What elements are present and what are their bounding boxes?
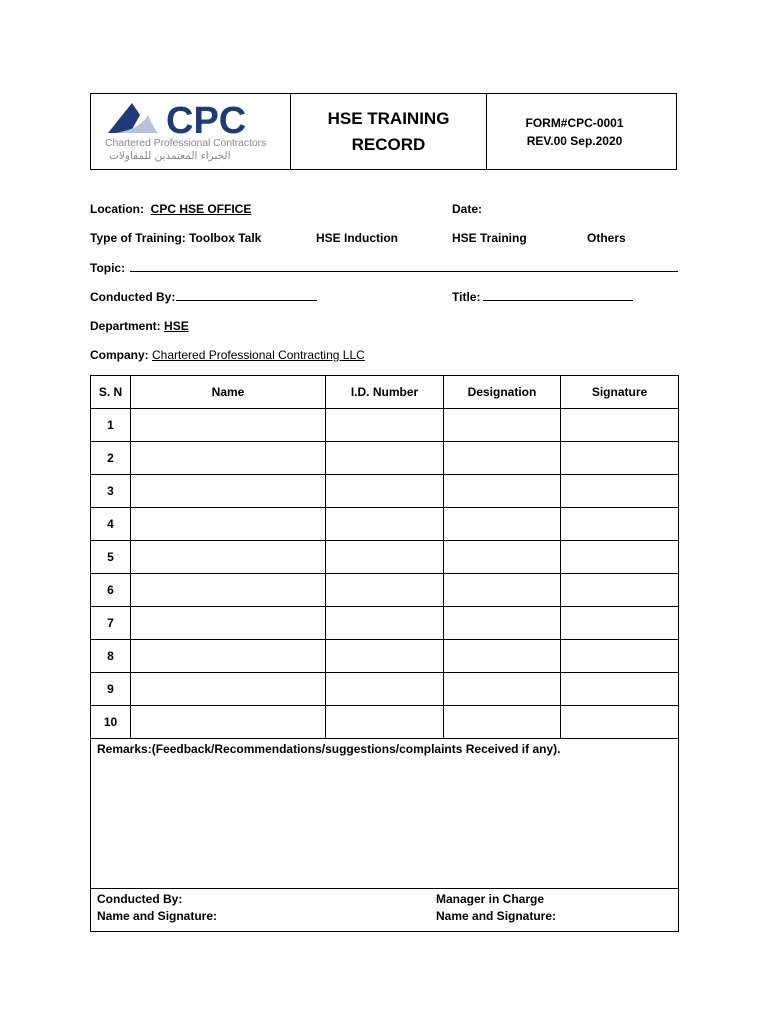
signoff-conducted-by-label: Conducted By:: [97, 892, 183, 906]
row-number: 7: [91, 607, 131, 640]
row-number: 3: [91, 475, 131, 508]
topic-input-line[interactable]: [130, 271, 678, 272]
signoff-conducted-name-signature: Name and Signature:: [97, 909, 218, 923]
table-row: [91, 673, 679, 706]
name-cell[interactable]: [131, 640, 326, 673]
id-cell[interactable]: [326, 607, 444, 640]
form-title-line-2: RECORD: [351, 134, 426, 154]
signoff-manager-name-signature: Name and Signature:: [436, 909, 557, 923]
id-cell[interactable]: [326, 706, 444, 739]
form-number: FORM#CPC-0001: [525, 115, 624, 130]
header-signature: Signature: [561, 376, 679, 409]
id-cell[interactable]: [326, 508, 444, 541]
id-cell[interactable]: [326, 442, 444, 475]
name-cell[interactable]: [131, 673, 326, 706]
designation-cell[interactable]: [444, 508, 561, 541]
header-sn: S. N: [91, 376, 131, 409]
name-cell[interactable]: [131, 607, 326, 640]
header-designation: Designation: [444, 376, 561, 409]
conducted-by-signoff: [97, 891, 436, 925]
logo-subtitle-arabic: الخبراء المعتمدين للمقاولات: [109, 150, 231, 162]
logo-wordmark: CPC: [166, 100, 247, 137]
id-cell[interactable]: [326, 640, 444, 673]
remarks-label: Remarks:(Feedback/Recommendations/suggestions/complaints Received if any).: [97, 742, 561, 756]
remarks-cell[interactable]: [91, 739, 679, 889]
designation-cell[interactable]: [444, 541, 561, 574]
form-revision: REV.00 Sep.2020: [526, 133, 623, 148]
table-row: [91, 508, 679, 541]
signature-cell[interactable]: [561, 409, 679, 442]
id-cell[interactable]: [326, 673, 444, 706]
designation-cell[interactable]: [444, 442, 561, 475]
training-option-hse-training[interactable]: HSE Training: [452, 231, 527, 245]
form-title: [291, 94, 487, 169]
company-logo: [91, 94, 291, 169]
name-cell[interactable]: [131, 574, 326, 607]
row-number: 5: [91, 541, 131, 574]
designation-cell[interactable]: [444, 607, 561, 640]
row-number: 2: [91, 442, 131, 475]
training-option-induction[interactable]: HSE Induction: [316, 231, 398, 245]
form-title-line-1: HSE TRAINING: [327, 108, 450, 128]
name-cell[interactable]: [131, 706, 326, 739]
company-label: Company:: [90, 348, 149, 362]
company-value[interactable]: Chartered Professional Contracting LLC: [152, 348, 365, 362]
conducted-by-label: Conducted By:: [90, 290, 176, 304]
location-value[interactable]: CPC HSE OFFICE: [150, 202, 252, 216]
training-option-others[interactable]: Others: [587, 231, 626, 245]
table-row: [91, 640, 679, 673]
row-number: 4: [91, 508, 131, 541]
id-cell[interactable]: [326, 541, 444, 574]
signoff-cell[interactable]: [91, 889, 679, 932]
id-cell[interactable]: [326, 574, 444, 607]
company-field: [90, 348, 365, 362]
row-number: 8: [91, 640, 131, 673]
training-type-label: Type of Training: Toolbox Talk: [90, 231, 262, 245]
remarks-row: [91, 739, 679, 889]
signature-cell[interactable]: [561, 442, 679, 475]
name-cell[interactable]: [131, 508, 326, 541]
location-label: Location:: [90, 202, 144, 216]
signoff-row: [91, 889, 679, 932]
location-field: [90, 202, 251, 216]
name-cell[interactable]: [131, 409, 326, 442]
logo-subtitle-english: Chartered Professional Contractors: [105, 137, 267, 149]
table-row: [91, 607, 679, 640]
table-row: [91, 706, 679, 739]
date-label: Date:: [452, 202, 483, 216]
row-number: 6: [91, 574, 131, 607]
title-input-line[interactable]: [483, 300, 633, 301]
id-cell[interactable]: [326, 475, 444, 508]
signature-cell[interactable]: [561, 475, 679, 508]
table-row: [91, 442, 679, 475]
signature-cell[interactable]: [561, 607, 679, 640]
department-field: [90, 319, 189, 333]
header-id-number: I.D. Number: [326, 376, 444, 409]
name-cell[interactable]: [131, 541, 326, 574]
manager-signoff: [436, 891, 556, 925]
designation-cell[interactable]: [444, 706, 561, 739]
table-header-row: [91, 376, 679, 409]
signature-cell[interactable]: [561, 640, 679, 673]
topic-label: Topic:: [90, 261, 126, 275]
designation-cell[interactable]: [444, 574, 561, 607]
row-number: 10: [91, 706, 131, 739]
designation-cell[interactable]: [444, 409, 561, 442]
table-row: [91, 574, 679, 607]
signature-cell[interactable]: [561, 706, 679, 739]
designation-cell[interactable]: [444, 475, 561, 508]
table-row: [91, 409, 679, 442]
table-row: [91, 541, 679, 574]
signature-cell[interactable]: [561, 574, 679, 607]
designation-cell[interactable]: [444, 673, 561, 706]
conducted-by-input-line[interactable]: [176, 300, 317, 301]
signature-cell[interactable]: [561, 673, 679, 706]
table-row: [91, 475, 679, 508]
form-header: [90, 93, 677, 170]
signoff-manager-label: Manager in Charge: [436, 892, 545, 906]
designation-cell[interactable]: [444, 640, 561, 673]
row-number: 1: [91, 409, 131, 442]
attendance-table: [90, 375, 679, 932]
row-number: 9: [91, 673, 131, 706]
signature-cell[interactable]: [561, 541, 679, 574]
name-cell[interactable]: [131, 475, 326, 508]
form-reference: [487, 94, 676, 169]
department-value[interactable]: HSE: [164, 319, 189, 333]
signature-cell[interactable]: [561, 508, 679, 541]
name-cell[interactable]: [131, 442, 326, 475]
title-label: Title:: [452, 290, 481, 304]
cpc-logo-icon: [106, 99, 286, 137]
header-name: Name: [131, 376, 326, 409]
id-cell[interactable]: [326, 409, 444, 442]
department-label: Department:: [90, 319, 161, 333]
